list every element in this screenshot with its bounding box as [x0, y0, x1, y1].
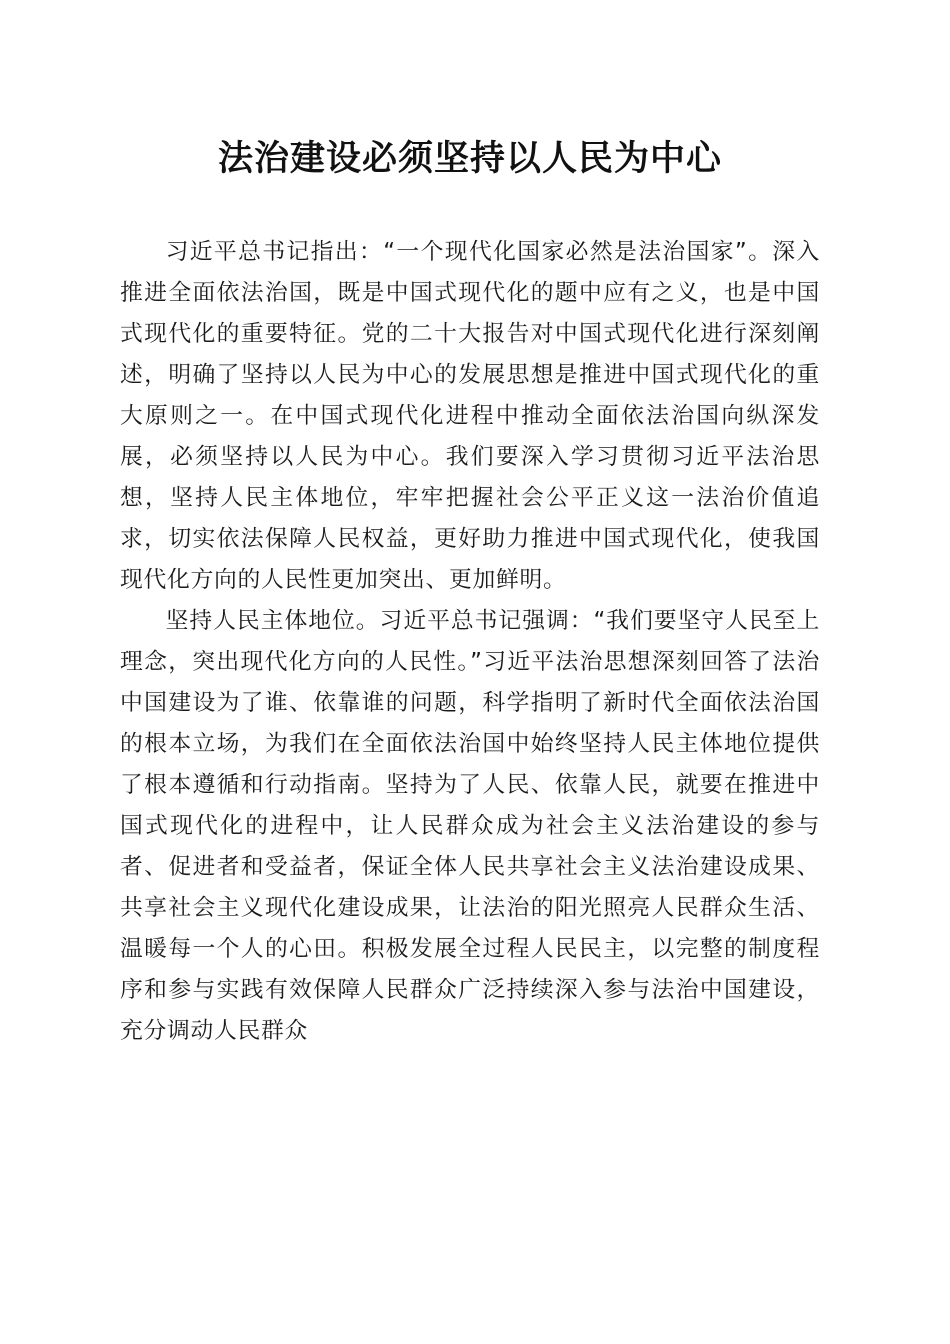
- paragraph: 坚持人民主体地位。习近平总书记强调：“我们要坚守人民至上理念，突出现代化方向的人民性。”习近平法治思想深刻回答了法治中国建设为了谁、依靠谁的问题，科学指明了新时代全面依法治国的根本立场，为我们在全面依法治国中始终坚持人民主体地位提供了根本遵循和行动指南。坚持为了人民、依靠人民，就要在推进中国式现代化的进程中，让人民群众成为社会主义法治建设的参与者、促进者和受益者，保证全体人民共享社会主义法治建设成果、共享社会主义现代化建设成果，让法治的阳光照亮人民群众生活、温暖每一个人的心田。积极发展全过程人民民主，以完整的制度程序和参与实践有效保障人民群众广泛持续深入参与法治中国建设，充分调动人民群众: [120, 608, 820, 1044]
- document-body: [120, 232, 820, 1052]
- document-title: 法治建设必须坚持以人民为中心: [217, 138, 722, 179]
- paragraph: 习近平总书记指出：“一个现代化国家必然是法治国家”。深入推进全面依法治国，既是中国式现代化的题中应有之义，也是中国式现代化的重要特征。党的二十大报告对中国式现代化进行深刻阐述，明确了坚持以人民为中心的发展思想是推进中国式现代化的重大原则之一。在中国式现代化进程中推动全面依法治国向纵深发展，必须坚持以人民为中心。我们要深入学习贯彻习近平法治思想，坚持人民主体地位，牢牢把握社会公平正义这一法治价值追求，切实依法保障人民权益，更好助力推进中国式现代化，使我国现代化方向的人民性更加突出、更加鲜明。: [120, 239, 820, 593]
